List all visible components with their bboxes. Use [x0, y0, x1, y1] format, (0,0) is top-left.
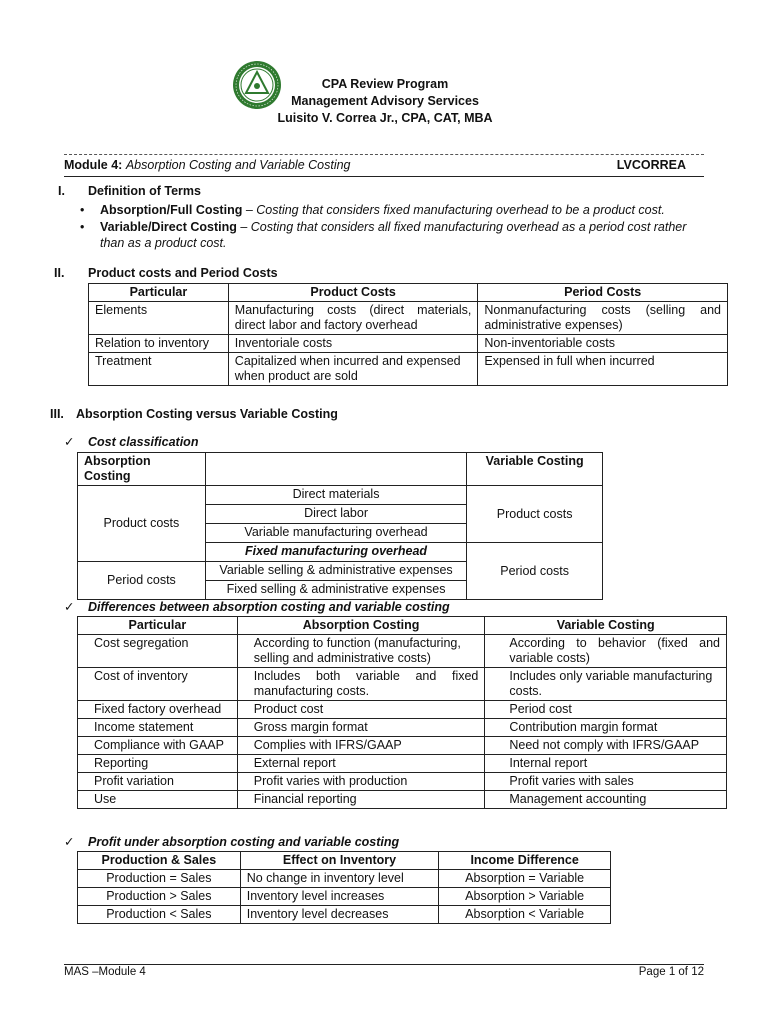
table-row: Production = Sales No change in inventory level Absorption = Variable [78, 870, 611, 888]
table-row: Fixed factory overhead Product cost Period cost [78, 701, 727, 719]
document-header [240, 76, 530, 127]
author-tag: LVCORREA [616, 158, 686, 172]
dashed-rule [64, 154, 704, 155]
checkmark-icon: ✓ [64, 835, 75, 849]
table-row: Production > Sales Inventory level increases Absorption > Variable [78, 888, 611, 906]
table-row: Period costs Variable selling & administrative expenses [78, 562, 603, 581]
profit-table [77, 851, 611, 924]
definition-item: • Absorption/Full Costing – Costing that considers fixed manufacturing overhead to be a product cost. [80, 203, 665, 217]
module-label: Module 4: [64, 158, 123, 172]
profit-heading: ✓ Profit under absorption costing and variable costing [64, 835, 400, 849]
table-row: Compliance with GAAP Complies with IFRS/GAAP Need not comply with IFRS/GAAP [78, 737, 727, 755]
table-row: Income statement Gross margin format Contribution margin format [78, 719, 727, 737]
table-row: Relation to inventory Inventoriale costs Non-inventoriable costs [89, 335, 728, 353]
differences-heading: ✓ Differences between absorption costing and variable costing [64, 600, 450, 614]
footer-module-label: MAS –Module 4 [64, 966, 146, 978]
table-header-row: Absorption Costing Variable Costing [78, 453, 603, 486]
table-header-row: Production & Sales Effect on Inventory Income Difference [78, 852, 611, 870]
table-row: Production < Sales Inventory level decreases Absorption < Variable [78, 906, 611, 924]
bullet-icon: • [80, 220, 85, 234]
module-title: Absorption Costing and Variable Costing [125, 158, 351, 172]
footer-rule [64, 964, 704, 965]
table-row: Profit variation Profit varies with production Profit varies with sales [78, 773, 727, 791]
table-header-row: Particular Product Costs Period Costs [89, 284, 728, 302]
table-row: Cost of inventory Includes both variable and fixed manufacturing costs. Includes only variable manufacturing costs. [78, 668, 727, 701]
table-row: Fixed manufacturing overhead Period costs [78, 543, 603, 562]
header-program: CPA Review Program [321, 77, 449, 91]
cost-classification-heading: ✓ Cost classification [64, 435, 199, 449]
cost-classification-table [77, 452, 603, 600]
table-row: Use Financial reporting Management accounting [78, 791, 727, 809]
checkmark-icon: ✓ [64, 435, 75, 449]
checkmark-icon: ✓ [64, 600, 75, 614]
table-header-row: Particular Absorption Costing Variable Costing [78, 617, 727, 635]
footer-page-number: Page 1 of 12 [638, 966, 704, 978]
header-author: Luisito V. Correa Jr., CPA, CAT, MBA [277, 111, 493, 125]
table-row: Variable manufacturing overhead [78, 524, 603, 543]
table-row: Elements Manufacturing costs (direct materials, direct labor and factory overhead Nonmanufacturing costs (selling and administrative expenses) [89, 302, 728, 335]
header-subject: Management Advisory Services [291, 94, 479, 108]
table-row: Direct labor [78, 505, 603, 524]
table-row: Product costs Direct materials Product costs [78, 486, 603, 505]
definition-item: • Variable/Direct Costing – Costing that considers all fixed manufacturing overhead as a period cost rather than as a product cost. [80, 220, 687, 250]
differences-table [77, 616, 727, 809]
table-row: Treatment Capitalized when incurred and expensed when product are sold Expensed in full when incurred [89, 353, 728, 386]
section-3-heading: III. Absorption Costing versus Variable Costing [50, 407, 338, 421]
product-period-table [88, 283, 728, 386]
table-row: Reporting External report Internal report [78, 755, 727, 773]
table-row: Cost segregation According to function (manufacturing, selling and administrative costs) According to behavior (fixed and variable costs) [78, 635, 727, 668]
module-rule [64, 176, 704, 177]
section-1-heading: I. Definition of Terms [58, 184, 201, 198]
section-2-heading: II. Product costs and Period Costs [54, 266, 278, 280]
module-title-line [64, 158, 704, 172]
bullet-icon: • [80, 203, 85, 217]
table-row: Fixed selling & administrative expenses [78, 581, 603, 600]
